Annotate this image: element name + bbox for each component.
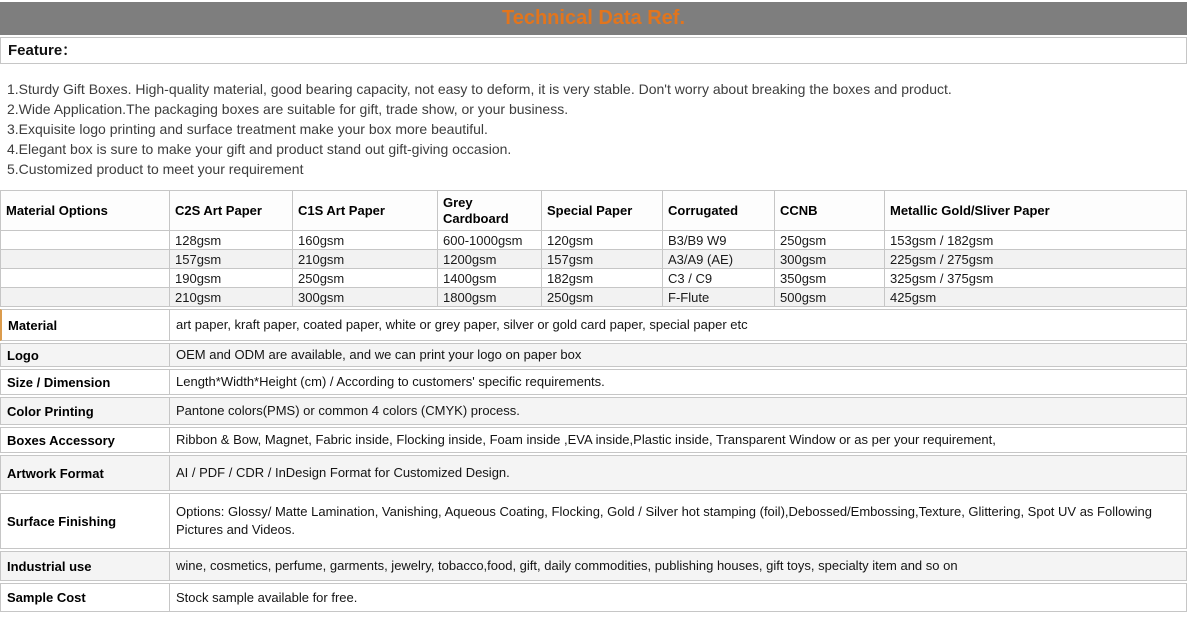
detail-row-value: Stock sample available for free. <box>176 589 358 605</box>
detail-row-value: Length*Width*Height (cm) / According to customers' specific requirements. <box>176 374 605 389</box>
detail-row <box>0 551 1187 581</box>
detail-row <box>0 583 1187 612</box>
detail-row-value: Options: Glossy/ Matte Lamination, Vanishing, Aqueous Coating, Flocking, Gold / Silver hot stamping (foil),Debossed/Embossing,Texture, Glittering, Spot UV as Following Pictures and Videos. <box>176 504 1152 537</box>
table-cell: 120gsm <box>542 231 663 250</box>
detail-row-value: art paper, kraft paper, coated paper, white or grey paper, silver or gold card paper, special paper etc <box>176 317 748 332</box>
table-cell: C3 / C9 <box>663 269 775 288</box>
detail-rows-section <box>0 309 1187 612</box>
feature-item: 1.Sturdy Gift Boxes. High-quality material, good bearing capacity, not easy to deform, it is very stable. Don't worry about breaking the boxes and product. <box>7 81 952 97</box>
table-cell: 425gsm <box>885 288 1187 307</box>
detail-row-label: Boxes Accessory <box>1 428 170 452</box>
table-cell: 210gsm <box>170 288 293 307</box>
detail-row-label: Sample Cost <box>1 584 170 611</box>
table-cell: 300gsm <box>293 288 438 307</box>
feature-item: 5.Customized product to meet your requirement <box>7 161 304 177</box>
table-cell: 250gsm <box>542 288 663 307</box>
table-cell: 190gsm <box>170 269 293 288</box>
table-cell: F-Flute <box>663 288 775 307</box>
detail-row <box>0 369 1187 395</box>
table-cell: 157gsm <box>170 250 293 269</box>
material-options-body <box>1 231 1187 307</box>
table-cell: 182gsm <box>542 269 663 288</box>
detail-row-label: Logo <box>1 344 170 366</box>
table-cell: 250gsm <box>293 269 438 288</box>
column-header: Corrugated <box>663 191 775 231</box>
table-cell <box>1 288 170 307</box>
detail-row-value: Ribbon & Bow, Magnet, Fabric inside, Flocking inside, Foam inside ,EVA inside,Plastic inside, Transparent Window or as per your requirement, <box>176 432 996 447</box>
column-header: C2S Art Paper <box>170 191 293 231</box>
material-options-table <box>0 190 1187 307</box>
detail-row <box>0 397 1187 425</box>
page-title: Technical Data Ref. <box>501 7 686 29</box>
table-row <box>1 231 1187 250</box>
table-cell: 153gsm / 182gsm <box>885 231 1187 250</box>
detail-row <box>0 309 1187 341</box>
table-cell: 600-1000gsm <box>438 231 542 250</box>
table-cell: 350gsm <box>775 269 885 288</box>
feature-list <box>0 64 1187 179</box>
table-cell: A3/A9 (AE) <box>663 250 775 269</box>
column-header: Special Paper <box>542 191 663 231</box>
table-cell: 325gsm / 375gsm <box>885 269 1187 288</box>
detail-row <box>0 493 1187 549</box>
table-cell: 225gsm / 275gsm <box>885 250 1187 269</box>
table-cell: B3/B9 W9 <box>663 231 775 250</box>
table-cell: 157gsm <box>542 250 663 269</box>
feature-item: 4.Elegant box is sure to make your gift and product stand out gift-giving occasion. <box>7 141 512 157</box>
table-cell: 128gsm <box>170 231 293 250</box>
table-cell: 250gsm <box>775 231 885 250</box>
column-header: CCNB <box>775 191 885 231</box>
column-header: Metallic Gold/Sliver Paper <box>885 191 1187 231</box>
table-cell: 300gsm <box>775 250 885 269</box>
detail-row-value: wine, cosmetics, perfume, garments, jewelry, tobacco,food, gift, daily commodities, publishing houses, gift toys, specialty item and so on <box>176 558 958 573</box>
table-cell: 1200gsm <box>438 250 542 269</box>
feature-heading: Feature： <box>0 37 1187 64</box>
detail-row-label: Size / Dimension <box>1 370 170 394</box>
detail-row-value: OEM and ODM are available, and we can print your logo on paper box <box>176 347 582 362</box>
feature-item: 3.Exquisite logo printing and surface treatment make your box more beautiful. <box>7 121 488 137</box>
table-cell: 210gsm <box>293 250 438 269</box>
detail-row-label: Color Printing <box>1 398 170 424</box>
detail-row <box>0 427 1187 453</box>
material-options-header <box>1 191 1187 231</box>
table-cell: 500gsm <box>775 288 885 307</box>
detail-row <box>0 343 1187 367</box>
title-bar <box>0 2 1187 35</box>
column-header: Material Options <box>1 191 170 231</box>
table-row <box>1 250 1187 269</box>
table-cell: 1400gsm <box>438 269 542 288</box>
detail-row-label: Industrial use <box>1 552 170 580</box>
detail-row-value: AI / PDF / CDR / InDesign Format for Customized Design. <box>176 465 510 480</box>
table-header-row <box>1 191 1187 231</box>
table-cell <box>1 250 170 269</box>
detail-row-label: Artwork Format <box>1 456 170 490</box>
detail-row-label: Material <box>2 310 170 340</box>
detail-row-label: Surface Finishing <box>1 494 170 548</box>
table-cell <box>1 269 170 288</box>
detail-row <box>0 455 1187 491</box>
feature-item: 2.Wide Application.The packaging boxes are suitable for gift, trade show, or your business. <box>7 101 569 117</box>
table-cell <box>1 231 170 250</box>
table-row <box>1 288 1187 307</box>
table-cell: 160gsm <box>293 231 438 250</box>
detail-row-value: Pantone colors(PMS) or common 4 colors (CMYK) process. <box>176 403 520 418</box>
table-cell: 1800gsm <box>438 288 542 307</box>
column-header: C1S Art Paper <box>293 191 438 231</box>
column-header: Grey Cardboard <box>438 191 542 231</box>
table-row <box>1 269 1187 288</box>
